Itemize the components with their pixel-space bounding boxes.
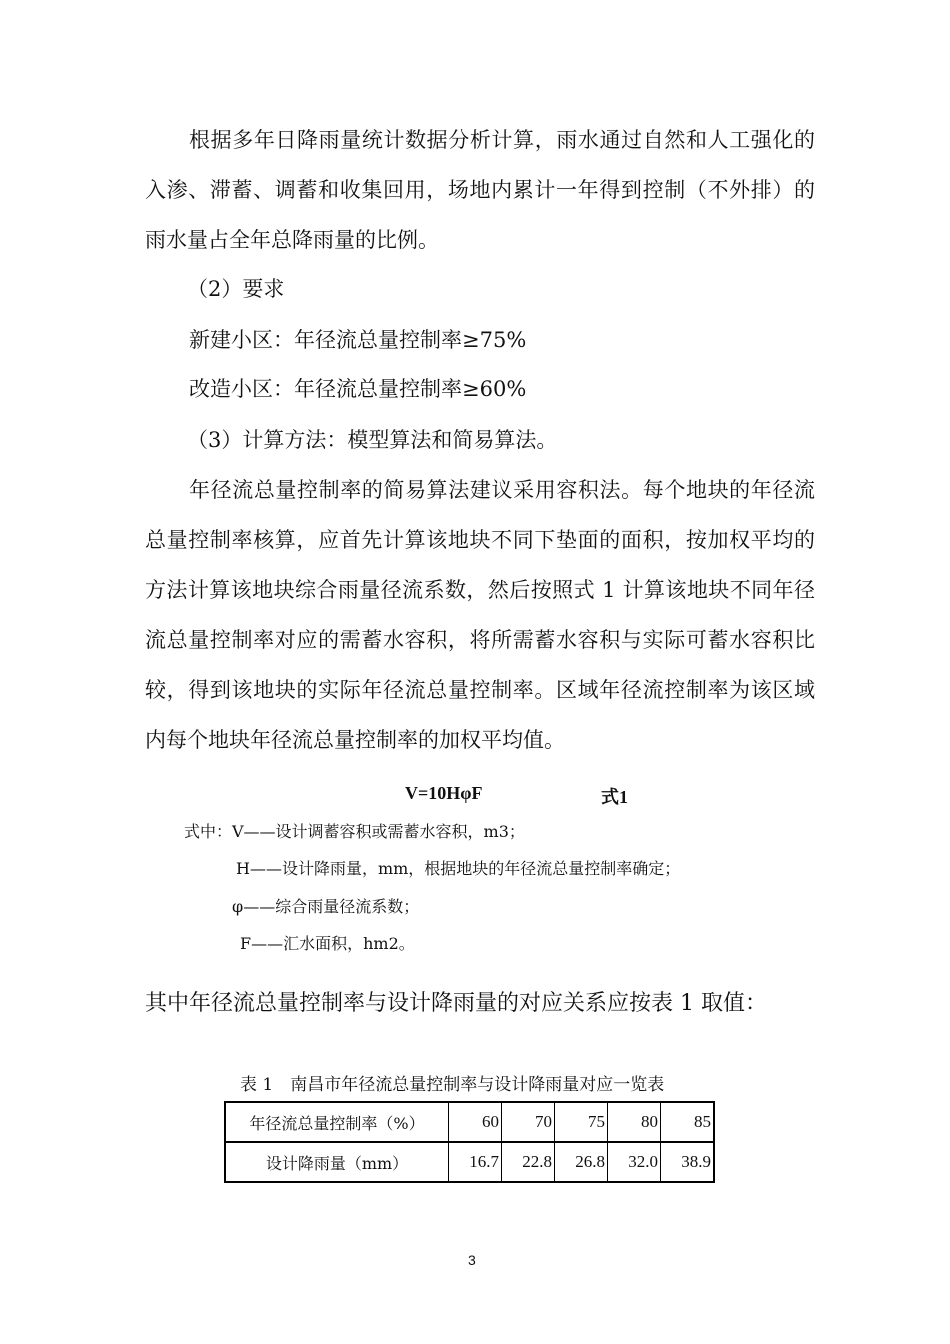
definition-h: H——设计降雨量，mm，根据地块的年径流总量控制率确定； [236, 859, 681, 878]
table-cell: 16.7 [449, 1142, 502, 1182]
table-cell: 26.8 [555, 1142, 608, 1182]
table-caption: 表 1 南昌市年径流总量控制率与设计降雨量对应一览表 [240, 1075, 665, 1095]
table-row [225, 1142, 714, 1182]
table-row [225, 1102, 714, 1142]
requirement-renovated-community: 改造小区：年径流总量控制率≥60% [189, 377, 527, 401]
rainfall-table [224, 1101, 715, 1183]
requirement-new-community: 新建小区：年径流总量控制率≥75% [189, 328, 527, 352]
table-cell: 22.8 [502, 1142, 555, 1182]
method-heading: （3）计算方法：模型算法和简易算法。 [187, 428, 558, 452]
table-cell: 80 [608, 1102, 661, 1142]
formula-label: 式1 [601, 787, 628, 807]
definition-paragraph: 根据多年日降雨量统计数据分析计算，雨水通过自然和人工强化的入渗、滞蓄、调蓄和收集回用，场地内累计一年得到控制（不外排）的雨水量占全年总降雨量的比例。 [145, 128, 815, 252]
table-cell: 32.0 [608, 1142, 661, 1182]
table-intro: 其中年径流总量控制率与设计降雨量的对应关系应按表 1 取值： [145, 991, 767, 1016]
formula [405, 783, 628, 807]
formula-expression: V=10HφF [405, 783, 483, 803]
table-cell: 85 [661, 1102, 715, 1142]
method-paragraph: 年径流总量控制率的简易算法建议采用容积法。每个地块的年径流总量控制率核算，应首先计算该地块不同下垫面的面积，按加权平均的方法计算该地块综合雨量径流系数，然后按照式 1 计算该地块不同年径流总量控制率对应的需蓄水容积，将所需蓄水容积与实际可蓄水容积比较，得到该地块的实际年径流总量控制率。区域年径流控制率为该区域内每个地块年径流总量控制率的加权平均值。 [145, 478, 815, 752]
definition-phi: φ——综合雨量径流系数； [232, 897, 420, 916]
page-number: 3 [468, 1252, 476, 1268]
table-cell: 60 [449, 1102, 502, 1142]
requirements-heading: （2）要求 [187, 277, 285, 301]
table-cell: 75 [555, 1102, 608, 1142]
row-label-control-rate: 年径流总量控制率（%） [225, 1102, 449, 1142]
table-cell: 70 [502, 1102, 555, 1142]
definition-f: F——汇水面积，hm2。 [240, 934, 415, 953]
table-cell: 38.9 [661, 1142, 715, 1182]
definition-v: 式中：V——设计调蓄容积或需蓄水容积，m3； [184, 822, 525, 841]
row-label-design-rainfall: 设计降雨量（mm） [225, 1142, 449, 1182]
